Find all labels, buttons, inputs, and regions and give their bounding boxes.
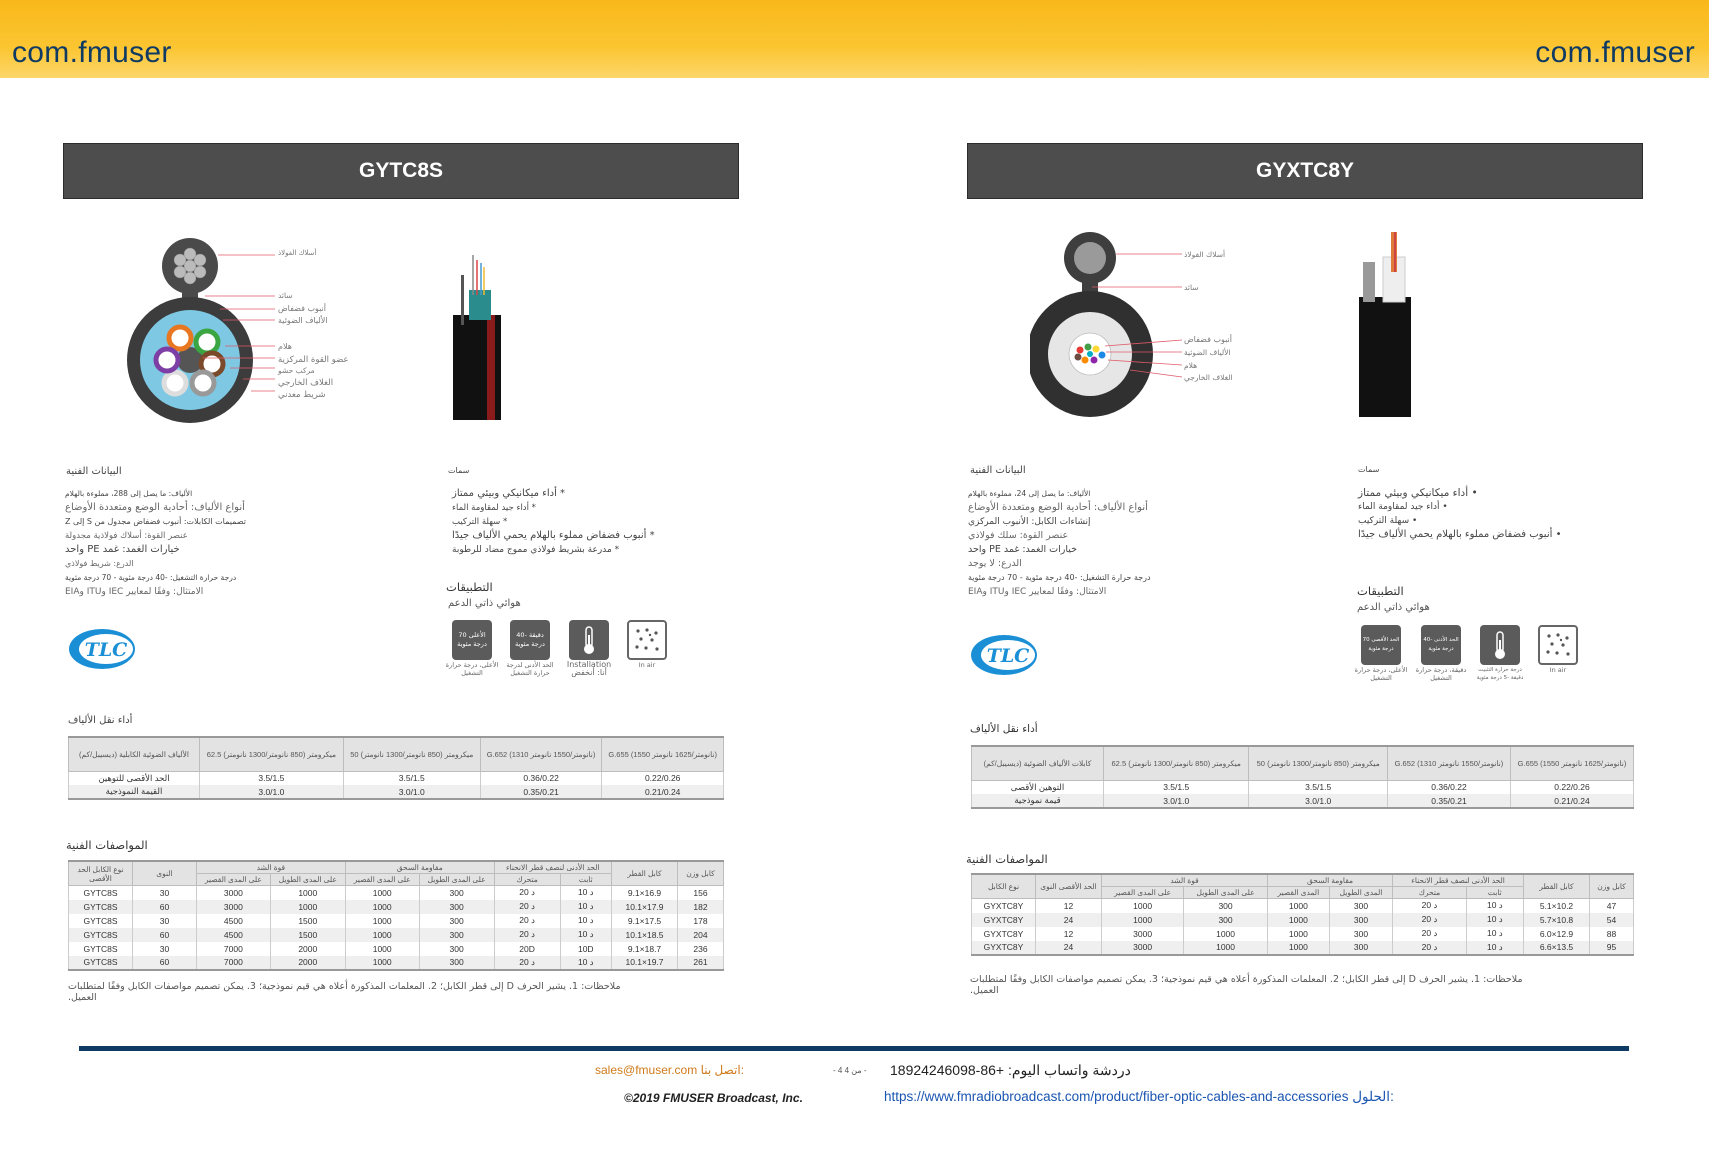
table-cell: 2000 [270, 956, 345, 970]
table-cell: 6.0×12.9 [1524, 927, 1590, 941]
table-cell: GYXTC8Y [972, 927, 1036, 941]
tech-item: أنواع الألياف: أحادية الوضع ومتعددة الأوضاع [65, 502, 245, 513]
spec-subheader: المدى الطويل [1329, 887, 1392, 899]
app-caption: الحد الأدنى لدرجة حرارة التشغيل [506, 661, 554, 677]
tech-data-list [968, 487, 1268, 599]
table-cell: 1000 [1102, 913, 1184, 927]
cable-photo [1355, 232, 1415, 417]
perf-header: G.652 (1310 نانومتر/1550 نانومتر) [480, 737, 602, 771]
tech-item: الامتثال: وفقًا لمعايير IEC وITU وEIA [968, 587, 1107, 597]
label-fiber: الألياف الضوئية [1184, 348, 1231, 357]
table-cell: 20D [494, 942, 560, 956]
spec-header: كابل وزن [678, 861, 724, 886]
tech-item: إنشاءات الكابل: الأنبوب المركزي [968, 517, 1091, 527]
spec-header: الحد الأدنى لنصف قطر الانحناء [1393, 874, 1524, 887]
table-cell: 20 د [1393, 913, 1466, 927]
table-cell: 95 [1590, 941, 1634, 955]
table-cell: 300 [1329, 899, 1392, 913]
app-caption: In air [638, 661, 656, 669]
label-outer-sheath: الغلاف الخارجي [1184, 373, 1233, 382]
spec-header: قوة الشد [1102, 874, 1268, 887]
table-cell: 300 [1329, 913, 1392, 927]
tech-item: درجة حرارة التشغيل: -40 درجة مئوية - 70 درجة مئوية [65, 573, 237, 582]
table-cell: 10D [560, 942, 611, 956]
table-cell: 9.1×16.9 [612, 886, 678, 900]
perf-heading: أداء نقل الألياف [68, 715, 133, 726]
in-air-icon [627, 620, 667, 660]
perf-table [971, 745, 1634, 809]
spec-header: مقاومة السحق [1267, 874, 1392, 887]
table-cell: 20 د [494, 886, 560, 900]
table-cell: 20 د [1393, 941, 1466, 955]
table-row [69, 928, 724, 942]
applications-subheading: هوائي ذاتي الدعم [448, 598, 521, 609]
table-cell: 1000 [1267, 913, 1329, 927]
label-outer-sheath: الغلاف الخارجي [278, 378, 334, 388]
table-cell: 156 [678, 886, 724, 900]
table-cell: 204 [678, 928, 724, 942]
tech-item: عنصر القوة: أسلاك فولاذية مجدولة [65, 531, 188, 541]
tlc-logo [68, 628, 136, 670]
max-temp-icon: الحد الأقصى 70 درجة مئوية [1361, 625, 1401, 665]
table-cell: 10 د [560, 956, 611, 970]
table-cell: 1500 [270, 928, 345, 942]
copyright: ©2019 FMUSER Broadcast, Inc. [624, 1091, 803, 1105]
table-row [69, 900, 724, 914]
spec-table [68, 860, 724, 971]
table-cell: 300 [419, 942, 494, 956]
table-cell: 7000 [197, 942, 271, 956]
table-cell: 10 د [560, 928, 611, 942]
table-cell: 9.1×18.7 [612, 942, 678, 956]
table-cell: 1000 [345, 956, 419, 970]
table-cell: 300 [419, 928, 494, 942]
table-row [69, 942, 724, 956]
feature-item: • أداء جيد لمقاومة الماء [1358, 502, 1448, 512]
spec-heading: المواصفات الفنية [966, 852, 1048, 866]
product-title: GYTC8S [358, 159, 444, 182]
spec-header: مقاومة السحق [345, 861, 494, 874]
feature-item: • سهلة التركيب [1358, 516, 1418, 526]
spec-header: قوة الشد [197, 861, 346, 874]
table-row: القيمة النموذجية 3.0/1.0 3.0/1.0 0.35/0.21 0.21/0.24 [69, 785, 724, 799]
table-cell: 1000 [270, 886, 345, 900]
table-cell: 30 [133, 942, 197, 956]
label-steel-wire: أسلاك الفولاذ [1184, 250, 1226, 259]
notes: ملاحظات: 1. يشير الحرف D إلى قطر الكابل؛ 2. المعلمات المذكورة أعلاه هي قيم نموذجية؛ 3. يمكن تصميم مواصفات الكابل وفقًا لمتطلبات العميل. [68, 981, 621, 1003]
table-cell: GYXTC8Y [972, 899, 1036, 913]
label-gel: هلام [278, 342, 292, 351]
table-cell: 1000 [1184, 941, 1268, 955]
spec-subheader: على المدى القصير [345, 874, 419, 886]
table-cell: GYTC8S [69, 928, 133, 942]
table-cell: 3000 [1102, 941, 1184, 955]
notes: ملاحظات: 1. يشير الحرف D إلى قطر الكابل؛ 2. المعلمات المذكورة أعلاه هي قيم نموذجية؛ 3. يمكن تصميم مواصفات الكابل وفقًا لمتطلبات العميل. [970, 974, 1523, 996]
spec-header: الحد الأقصى النوى [1036, 874, 1102, 899]
app-caption: Installation أنا: أنخفض [566, 660, 612, 677]
perf-header: كابلات الألياف الضوئية (ديسيبل/كم) [972, 746, 1104, 780]
spec-subheader: المدى القصير [1267, 887, 1329, 899]
applications-heading: التطبيقات [1357, 584, 1404, 598]
min-temp-icon: دقيقة -40 درجة مئوية [510, 620, 550, 660]
table-cell: 20 د [494, 956, 560, 970]
table-cell: 30 [133, 886, 197, 900]
perf-header: G.655 (1550 نانومتر/1625 نانومتر) [1510, 746, 1633, 780]
feature-item: • أنبوب فضفاض مملوء بالهلام يحمي الألياف جيدًا [1358, 529, 1562, 540]
feature-item: * أنبوب فضفاض مملوء بالهلام يحمي الألياف جيدًا [452, 530, 655, 541]
spec-subheader: على المدى الطويل [1184, 887, 1268, 899]
app-caption: In air [1549, 666, 1567, 674]
features-heading: سمات [448, 466, 470, 475]
table-cell: 47 [1590, 899, 1634, 913]
table-cell: 4500 [197, 914, 271, 928]
table-cell: 12 [1036, 927, 1102, 941]
tech-item: خيارات الغمد: غمد PE واحد [65, 544, 180, 555]
tech-item: الدرع: لا يوجد [968, 558, 1022, 569]
table-cell: 1000 [345, 886, 419, 900]
page-number: - 4 من 4 - [833, 1066, 867, 1075]
spec-table [971, 873, 1634, 956]
table-cell: 10 د [1466, 913, 1523, 927]
spec-header: نوع الكابل الحد الأقصى [69, 861, 133, 886]
table-cell: 6.6×13.5 [1524, 941, 1590, 955]
table-cell: 1000 [345, 942, 419, 956]
tech-item: خيارات الغمد: غمد PE واحد [968, 544, 1077, 555]
table-cell: 300 [419, 956, 494, 970]
svg-text:TLC: TLC [986, 645, 1030, 667]
table-cell: 10.1×17.9 [612, 900, 678, 914]
table-cell: GYTC8S [69, 886, 133, 900]
spec-header: كابل وزن [1590, 874, 1634, 899]
spec-header: كابل القطر [1524, 874, 1590, 899]
footer-divider [79, 1046, 1629, 1051]
table-cell: 10 د [560, 900, 611, 914]
table-row [69, 886, 724, 900]
spec-header: كابل القطر [612, 861, 678, 886]
table-cell: 4500 [197, 928, 271, 942]
table-cell: 1500 [270, 914, 345, 928]
table-cell: 300 [1329, 941, 1392, 955]
solution-link[interactable]: https://www.fmradiobroadcast.com/product/fiber-optic-cables-and-accessories [884, 1089, 1349, 1104]
spec-subheader: متحرك [494, 874, 560, 886]
spec-subheader: ثابت [560, 874, 611, 886]
table-cell: 10 د [1466, 927, 1523, 941]
spec-header: النوى [133, 861, 197, 886]
tech-data-heading: البيانات الفنية [970, 465, 1026, 476]
solution-label: الحلول: [1352, 1089, 1394, 1104]
product-title: GYXTC8Y [1255, 159, 1355, 182]
table-cell: 3000 [197, 886, 271, 900]
product-panel-gytc8s [63, 143, 739, 199]
table-row [972, 913, 1634, 927]
spec-header: الحد الأدنى لنصف قطر الانحناء [494, 861, 611, 874]
feature-item: * أداء ميكانيكي وبيئي ممتاز [452, 488, 566, 499]
table-cell: 10.1×18.5 [612, 928, 678, 942]
table-row [972, 899, 1634, 913]
label-gel: هلام [1184, 361, 1198, 370]
tech-data-list [65, 487, 365, 599]
table-cell: 10 د [1466, 941, 1523, 955]
table-cell: 5.7×10.8 [1524, 913, 1590, 927]
table-cell: 20 د [1393, 927, 1466, 941]
header-banner [0, 0, 1709, 78]
table-cell: 178 [678, 914, 724, 928]
in-air-icon [1538, 625, 1578, 665]
label-filler: سائد [1184, 283, 1199, 292]
contact-line [595, 1063, 744, 1077]
label-loose-tube: أنبوب فضفاض [278, 304, 326, 313]
spec-subheader: على المدى الطويل [270, 874, 345, 886]
thermometer-icon [569, 620, 609, 660]
app-caption: درجة حرارة التثبيت دقيقة -5 درجة مئوية [1476, 667, 1524, 681]
perf-heading: أداء نقل الألياف [970, 723, 1038, 735]
perf-header: 62.5 ميكرومتر (850 نانومتر/1300 نانومتر) [200, 737, 344, 771]
spec-subheader: على المدى الطويل [419, 874, 494, 886]
table-cell: 54 [1590, 913, 1634, 927]
table-row [972, 941, 1634, 955]
features-heading: سمات [1358, 465, 1380, 474]
table-cell: 300 [419, 914, 494, 928]
table-cell: 1000 [1267, 927, 1329, 941]
spec-heading: المواصفات الفنية [66, 838, 148, 852]
table-cell: 1000 [1267, 941, 1329, 955]
tech-item: الامتثال: وفقًا لمعايير IEC وITU وEIA [65, 587, 204, 597]
table-cell: 1000 [270, 900, 345, 914]
applications-heading: التطبيقات [446, 580, 493, 594]
table-cell: 20 د [1393, 899, 1466, 913]
table-cell: 7000 [197, 956, 271, 970]
label-metal-tape: شريط معدني [278, 390, 326, 400]
table-cell: 30 [133, 914, 197, 928]
feature-item: * مدرعة بشريط فولاذي مموج مضاد للرطوبة [452, 545, 620, 555]
table-cell: GYTC8S [69, 914, 133, 928]
tech-item: تصميمات الكابلات: أنبوب فضفاض مجدول من S إلى Z [65, 517, 246, 526]
table-cell: 300 [419, 886, 494, 900]
product-title-bar [967, 143, 1643, 199]
feature-item: * سهلة التركيب [452, 517, 508, 527]
min-temp-icon: الحد الأدنى -40 درجة مئوية [1421, 625, 1461, 665]
table-cell: GYXTC8Y [972, 913, 1036, 927]
table-cell: 300 [1184, 899, 1268, 913]
table-cell: 1000 [1267, 899, 1329, 913]
table-cell: 12 [1036, 899, 1102, 913]
perf-table [68, 736, 724, 800]
perf-header: 62.5 ميكرومتر (850 نانومتر/1300 نانومتر) [1104, 746, 1249, 780]
product-panel-gyxtc8y [967, 143, 1643, 199]
table-cell: 24 [1036, 941, 1102, 955]
table-cell: 300 [1184, 913, 1268, 927]
table-cell: 182 [678, 900, 724, 914]
table-row [972, 927, 1634, 941]
perf-header: 50 ميكرومتر (850 نانومتر/1300 نانومتر) [1249, 746, 1388, 780]
table-cell: GYTC8S [69, 956, 133, 970]
cable-cross-section-diagram [1030, 232, 1250, 422]
table-cell: 10 د [560, 914, 611, 928]
table-cell: 60 [133, 956, 197, 970]
spec-subheader: متحرك [1393, 887, 1466, 899]
table-cell: 88 [1590, 927, 1634, 941]
contact-email[interactable]: sales@fmuser.com [595, 1063, 698, 1077]
tech-item: أنواع الألياف: أحادية الوضع ومتعددة الأوضاع [968, 502, 1148, 513]
label-steel-wire: أسلاك الفولاذ [278, 249, 317, 257]
tech-item: عنصر القوة: سلك فولاذي [968, 530, 1069, 541]
table-cell: 2000 [270, 942, 345, 956]
table-cell: GYXTC8Y [972, 941, 1036, 955]
table-cell: 1000 [345, 928, 419, 942]
table-cell: 20 د [494, 900, 560, 914]
product-title-bar [63, 143, 739, 199]
table-cell: 236 [678, 942, 724, 956]
table-cell: 3000 [197, 900, 271, 914]
table-cell: 261 [678, 956, 724, 970]
max-temp-icon: الأعلى 70 درجة مئوية [452, 620, 492, 660]
features-list [452, 487, 702, 557]
table-cell: 5.1×10.2 [1524, 899, 1590, 913]
brand-right: com.fmuser [1535, 36, 1695, 69]
tlc-logo [970, 634, 1038, 676]
cable-photo [447, 255, 512, 420]
table-cell: 300 [419, 900, 494, 914]
table-cell: 60 [133, 928, 197, 942]
tech-data-heading: البيانات الفنية [66, 466, 122, 477]
applications-subheading: هوائي ذاتي الدعم [1357, 602, 1430, 613]
label-loose-tube: أنبوب فضفاض [1184, 335, 1232, 344]
table-cell: 1000 [1184, 927, 1268, 941]
brand-left: com.fmuser [12, 36, 172, 69]
tech-item: درجة حرارة التشغيل: -40 درجة مئوية - 70 درجة مئوية [968, 573, 1151, 582]
perf-header: G.652 (1310 نانومتر/1550 نانومتر) [1387, 746, 1510, 780]
perf-header: الألياف الضوئية الكابلية (ديسيبل/كم) [69, 737, 200, 771]
table-row: الحد الأقصى للتوهين 3.5/1.5 3.5/1.5 0.36/0.22 0.22/0.26 [69, 771, 724, 785]
table-cell: 1000 [345, 914, 419, 928]
app-caption: دقيقة، درجة حرارة التشغيل [1415, 666, 1467, 682]
feature-item: * أداء جيد لمقاومة الماء [452, 503, 536, 513]
spec-header: نوع الكابل [972, 874, 1036, 899]
table-cell: 300 [1329, 927, 1392, 941]
table-cell: 9.1×17.5 [612, 914, 678, 928]
table-cell: 24 [1036, 913, 1102, 927]
features-list [1358, 486, 1608, 542]
table-cell: GYTC8S [69, 942, 133, 956]
tech-item: الألياف: ما يصل إلى 288، مملوءة بالهلام [65, 489, 193, 498]
table-cell: 1000 [345, 900, 419, 914]
table-cell: GYTC8S [69, 900, 133, 914]
table-row: قيمة نموذجية 3.0/1.0 3.0/1.0 0.35/0.21 0.21/0.24 [972, 794, 1634, 808]
table-cell: 3000 [1102, 927, 1184, 941]
table-cell: 1000 [1102, 899, 1184, 913]
solution-line [884, 1089, 1394, 1105]
spec-subheader: ثابت [1466, 887, 1523, 899]
app-caption: الأعلى، درجة حرارة التشغيل [1354, 666, 1408, 682]
thermometer-icon [1480, 625, 1520, 665]
contact-label: اتصل بنا: [700, 1063, 745, 1077]
label-central-strength: عضو القوة المركزية [278, 355, 349, 365]
table-row: التوهين الأقصى 3.5/1.5 3.5/1.5 0.36/0.22 0.22/0.26 [972, 780, 1634, 794]
feature-item: • أداء ميكانيكي وبيئي ممتاز [1358, 487, 1478, 499]
spec-subheader: على المدى القصير [197, 874, 271, 886]
perf-header: 50 ميكرومتر (850 نانومتر/1300 نانومتر) [343, 737, 480, 771]
label-filler: سائد [278, 291, 293, 300]
tech-item: الألياف: ما يصل إلى 24، مملوءة بالهلام [968, 489, 1091, 498]
tech-item: الدرع: شريط فولاذي [65, 559, 134, 568]
table-cell: 10.1×19.7 [612, 956, 678, 970]
whatsapp-line[interactable]: دردشة واتساب اليوم: +86-18924246098 [890, 1062, 1131, 1078]
perf-header: G.655 (1550 نانومتر/1625 نانومتر) [602, 737, 724, 771]
table-cell: 20 د [494, 914, 560, 928]
spec-subheader: على المدى القصير [1102, 887, 1184, 899]
label-fiber: الألياف الضوئية [278, 316, 328, 325]
table-row [69, 914, 724, 928]
app-caption: الأعلى، درجة حرارة التشغيل [445, 661, 499, 677]
table-cell: 60 [133, 900, 197, 914]
table-cell: 10 د [560, 886, 611, 900]
table-cell: 20 د [494, 928, 560, 942]
svg-text:TLC: TLC [84, 639, 128, 661]
label-filling-compound: مركب حشو [278, 366, 315, 375]
table-cell: 10 د [1466, 899, 1523, 913]
table-row [69, 956, 724, 970]
